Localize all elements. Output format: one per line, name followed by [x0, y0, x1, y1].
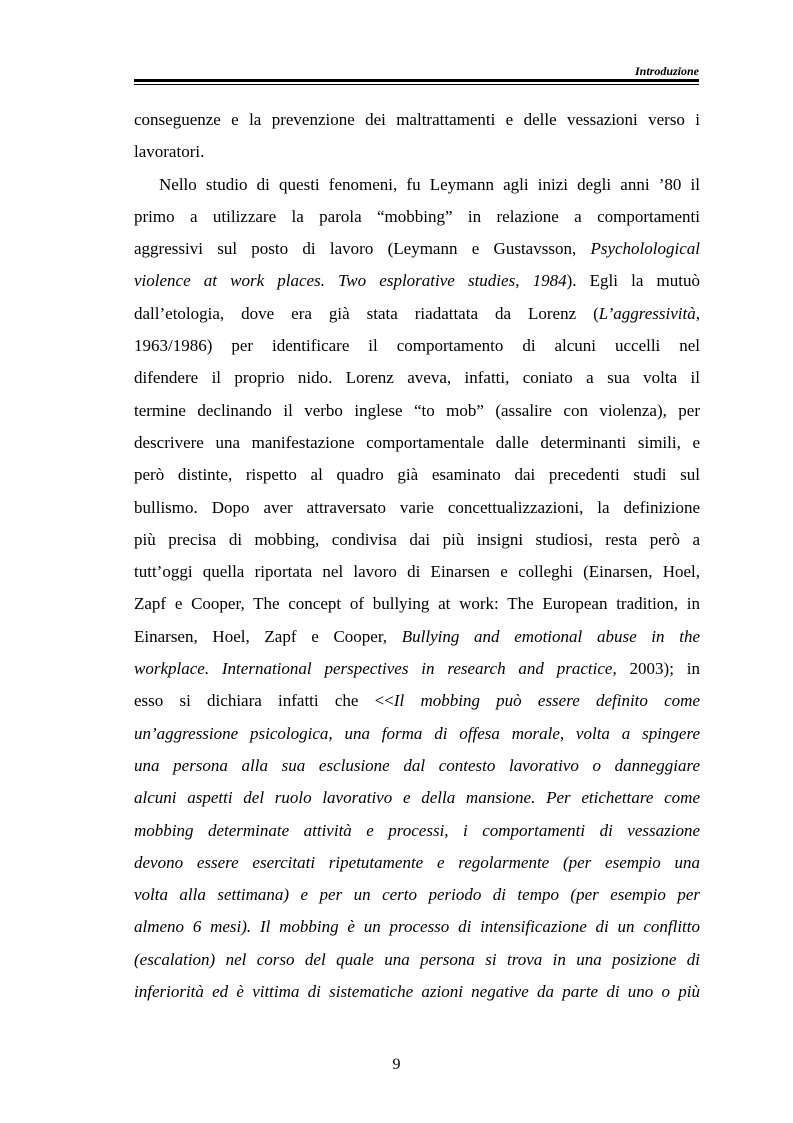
text-line: almeno 6 mesi). Il mobbing è un processo di intensificazione di un conflitto	[134, 917, 700, 937]
text-line: conseguenze e la prevenzione dei maltrattamenti e delle vessazioni verso i	[134, 110, 700, 129]
text-line: violence at work places. Two esplorative studies, 1984). Egli la mutuò	[134, 271, 700, 291]
text-line: più precisa di mobbing, condivisa dai più insigni studiosi, resta però a	[134, 529, 700, 549]
text-line: workplace. International perspectives in research and practice, 2003); in	[134, 659, 700, 679]
text-line: una persona alla sua esclusione dal contesto lavorativo o danneggiare	[134, 755, 700, 775]
text-line: Einarsen, Hoel, Zapf e Cooper, Bullying and emotional abuse in the	[134, 626, 700, 646]
text-line: 1963/1986) per identificare il comportamento di alcuni uccelli nel	[134, 336, 700, 356]
header-rule-thick	[134, 79, 699, 82]
text-line: Zapf e Cooper, The concept of bullying at work: The European tradition, in	[134, 594, 700, 614]
text-line: un’aggressione psicologica, una forma di offesa morale, volta a spingere	[134, 723, 700, 743]
text-line: termine declinando il verbo inglese “to mob” (assalire con violenza), per	[134, 400, 700, 420]
text-line: esso si dichiara infatti che <<Il mobbing può essere definito come	[134, 691, 700, 711]
running-header	[134, 64, 699, 86]
header-title: Introduzione	[634, 64, 699, 78]
text-line: lavoratori.	[134, 142, 205, 162]
text-line: alcuni aspetti del ruolo lavorativo e della mansione. Per etichettare come	[134, 788, 700, 808]
text-line: devono essere esercitati ripetutamente e regolarmente (per esempio una	[134, 852, 700, 872]
text-line: bullismo. Dopo aver attraversato varie concettualizzazioni, la definizione	[134, 497, 700, 517]
text-line: difendere il proprio nido. Lorenz aveva, infatti, coniato a sua volta il	[134, 368, 700, 388]
text-line: descrivere una manifestazione comportamentale dalle determinanti simili, e	[134, 432, 700, 452]
text-line: volta alla settimana) e per un certo periodo di tempo (per esempio per	[134, 885, 700, 905]
text-line: tutt’oggi quella riportata nel lavoro di Einarsen e colleghi (Einarsen, Hoel,	[134, 562, 700, 582]
text-line: (escalation) nel corso del quale una persona si trova in una posizione di	[134, 949, 700, 969]
text-line: inferiorità ed è vittima di sistematiche azioni negative da parte di uno o più	[134, 982, 700, 1002]
text-line: mobbing determinate attività e processi, i comportamenti di vessazione	[134, 820, 700, 840]
text-line: aggressivi sul posto di lavoro (Leymann e Gustavsson, Psycholological	[134, 239, 700, 259]
header-rule-thin	[134, 84, 699, 85]
text-line: primo a utilizzare la parola “mobbing” in relazione a comportamenti	[134, 206, 700, 226]
text-line: però distinte, rispetto al quadro già esaminato dai precedenti studi sul	[134, 465, 700, 485]
text-line: Nello studio di questi fenomeni, fu Leymann agli inizi degli anni ’80 il	[159, 174, 700, 194]
body-text	[134, 104, 700, 1008]
text-line: dall’etologia, dove era già stata riadattata da Lorenz (L’aggressività,	[134, 303, 700, 323]
page-number: 9	[392, 1056, 401, 1073]
